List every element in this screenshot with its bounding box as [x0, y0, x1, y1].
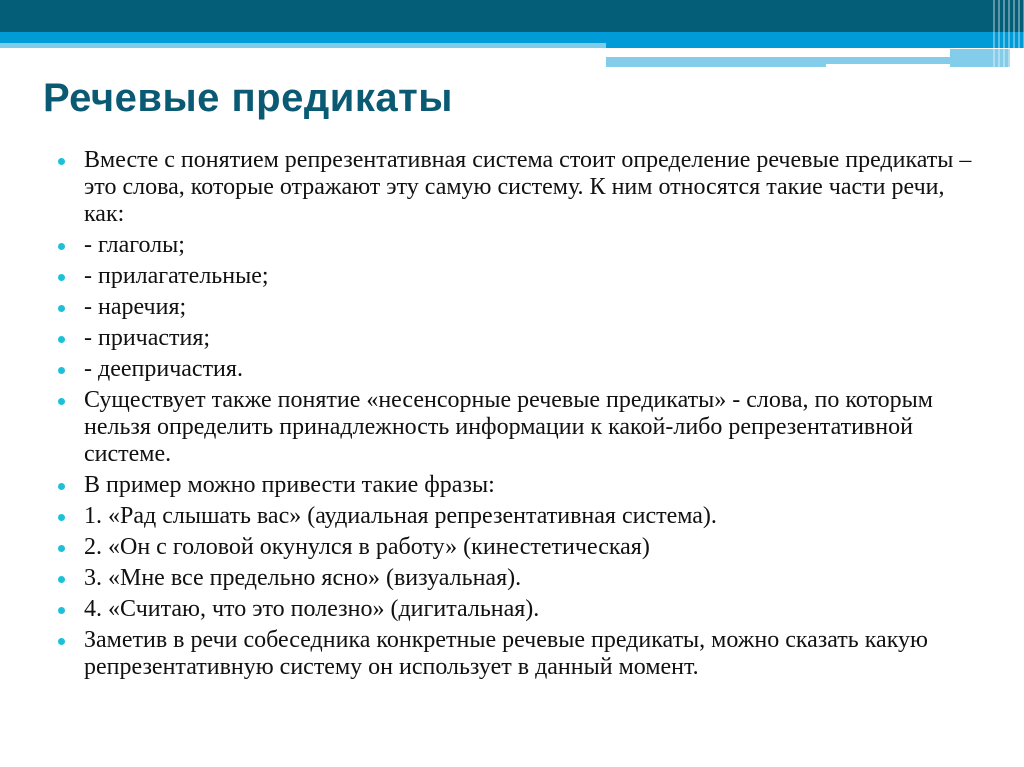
- bullet-dot-icon: [58, 398, 65, 405]
- bullet-item: [56, 356, 976, 383]
- bullet-list: [56, 147, 976, 685]
- bullet-dot-icon: [58, 638, 65, 645]
- bullet-item: [56, 627, 976, 681]
- bullet-dot-icon: [58, 483, 65, 490]
- bullet-text: Вместе с понятием репрезентативная система стоит определение речевые предикаты – это слова, которые отражают эту самую систему. К ним относятся такие части речи, как:: [84, 147, 972, 227]
- bullet-text: 3. «Мне все предельно ясно» (визуальная).: [84, 565, 522, 591]
- bullet-dot-icon: [58, 576, 65, 583]
- bullet-text: В пример можно привести такие фразы:: [84, 472, 495, 498]
- bullet-item: [56, 472, 976, 499]
- bullet-dot-icon: [58, 545, 65, 552]
- bullet-item: [56, 294, 976, 321]
- bullet-item: [56, 565, 976, 592]
- header-band-light-3: [826, 57, 950, 64]
- bullet-text: Существует также понятие «несенсорные речевые предикаты» - слова, по которым нельзя определить принадлежность информации к какой-либо репрезентативной системе.: [84, 387, 933, 467]
- header-line-white: [606, 49, 950, 54]
- bullet-text: - прилагательные;: [84, 263, 269, 289]
- header-stripes: [993, 0, 1024, 67]
- bullet-dot-icon: [58, 607, 65, 614]
- bullet-dot-icon: [58, 305, 65, 312]
- bullet-item: [56, 534, 976, 561]
- bullet-text: - причастия;: [84, 325, 211, 351]
- bullet-text: 4. «Считаю, что это полезно» (дигитальная).: [84, 596, 540, 622]
- bullet-item: [56, 596, 976, 623]
- header-band-light-2: [606, 57, 826, 67]
- header-band-dark: [0, 0, 1024, 32]
- bullet-item: [56, 325, 976, 352]
- bullet-item: [56, 147, 976, 228]
- bullet-item: [56, 263, 976, 290]
- bullet-dot-icon: [58, 158, 65, 165]
- bullet-text: 2. «Он с головой окунулся в работу» (кинестетическая): [84, 534, 650, 560]
- bullet-dot-icon: [58, 336, 65, 343]
- bullet-text: Заметив в речи собеседника конкретные речевые предикаты, можно сказать какую репрезентативную систему он использует в данный момент.: [84, 627, 928, 680]
- bullet-text: - деепричастия.: [84, 356, 243, 382]
- bullet-item: [56, 387, 976, 468]
- slide-title: Речевые предикаты: [43, 76, 453, 120]
- bullet-text: - наречия;: [84, 294, 187, 320]
- bullet-dot-icon: [58, 274, 65, 281]
- bullet-dot-icon: [58, 243, 65, 250]
- bullet-text: - глаголы;: [84, 232, 185, 258]
- bullet-text: 1. «Рад слышать вас» (аудиальная репрезентативная система).: [84, 503, 717, 529]
- bullet-dot-icon: [58, 367, 65, 374]
- bullet-item: [56, 503, 976, 530]
- bullet-item: [56, 232, 976, 259]
- bullet-dot-icon: [58, 514, 65, 521]
- header-band-light: [0, 43, 606, 48]
